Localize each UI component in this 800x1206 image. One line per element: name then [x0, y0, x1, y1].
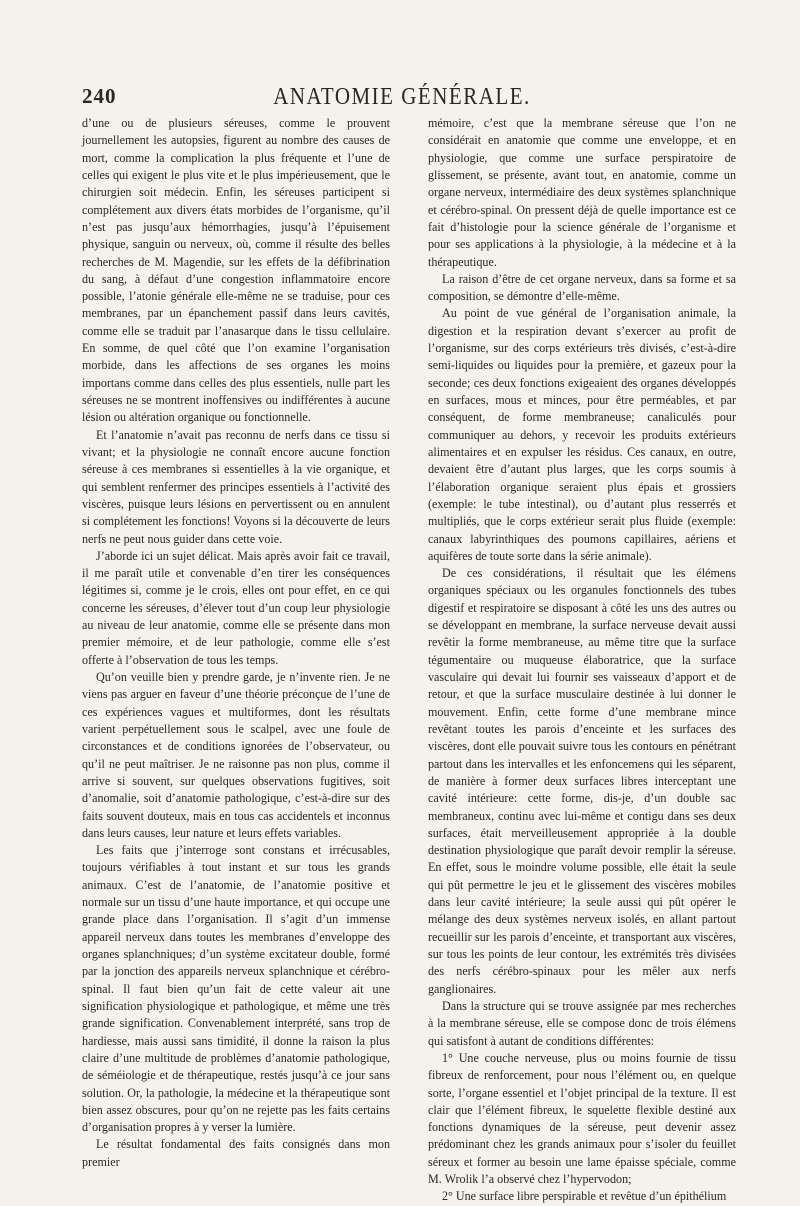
list-item: 1° Une couche nerveuse, plus ou moins fournie de tissu fibreux de renforcement, pour nous l’élément ou, en quelque sorte, l’organe essentiel et l’objet principal de la texture. Il est clair que l’élément fibreux, le squelette flexible destiné aux fonctions dynamiques de la séreuse, peut devenir assez prédominant chez les grands animaux pour s’isoler du feuillet séreux et former au besoin une lame épaisse spéciale, comme M. Wrolik l’a observé chez l’hypervodon;	[428, 1050, 736, 1187]
paragraph: Le résultat fondamental des faits consignés dans mon premier	[82, 1137, 390, 1169]
paragraph: Dans la structure qui se trouve assignée par mes recherches à la membrane séreuse, elle se compose donc de trois élémens qui satisfont à autant de conditions différentes:	[428, 998, 736, 1048]
paragraph: Les faits que j’interroge sont constans et irrécusables, toujours vérifiables à tout instant et sur tous les grands animaux. C’est de l’anatomie, de l’anatomie positive et normale sur un tissu d’une haute importance, et qui occupe une grande place dans l’organisation. Il s’agit d’un immense appareil nerveux dans toutes les membranes d’enveloppe des organes splanchniques; d’un système excitateur double, formé par la jonction des appareils nerveux splanchnique et cérébro-spinal. Il faut bien qu’un fait de cette valeur ait une signification physiologique et pathologique, et même une très grande signification. Convenablement interprété, sans trop de hardiesse, mais aussi sans timidité, il donne la raison la plus claire d’une multitude de problèmes d’anatomie pathologique, de séméiologie et de thérapeutique, restés jusqu’à ce jour sans solution. Or, la pathologie, la médecine et la thérapeutique sont bien assez obscures, pour qu’on ne rejette pas les faits certains d’organisation propres à y verser la lumière.	[82, 843, 390, 1135]
paragraph: La raison d’être de cet organe nerveux, dans sa forme et sa composition, se démontre d’elle-même.	[428, 271, 736, 304]
paragraph: Au point de vue général de l’organisation animale, la digestion et la respiration devant s’exercer au profit de l’organisme, sur des corps extérieurs très divisés, c’est-à-dire semi-liquides ou liquides pour la première, et gazeux pour la seconde; ces deux fonctions exigeaient des organes développés en surfaces, mous et minces, pour être perméables, et par conséquent, de forme membraneuse; canaliculés pour communiquer au dehors, y recevoir les produits extérieurs alimentaires et en expulser les résidus. Ces canaux, en outre, devaient être d’autant plus larges, que les corps soumis à l’élaboration organique seraient plus épais et grossiers (exemple: le tube intestinal), ou d’autant plus resserrés et multipliés, que le corps extérieur serait plus fluide (exemple: canaux labyrinthiques des poumons capillaires, aériens et aquifères de toute sorte dans la série animale).	[428, 306, 736, 563]
paragraph: mémoire, c’est que la membrane séreuse que l’on ne considérait en anatomie que comme une enveloppe, et en physiologie, que comme une surface perspiratoire de glissement, se présente, avant tout, en anatomie, comme un organe nerveux, intermédiaire des deux systèmes splanchnique et cérébro-spinal. On pressent déjà de quelle importance est ce fait d’histologie pour la science générale de l’organisme et pour ses applications à la physiologie, à la médecine et à la thérapeutique.	[428, 116, 736, 269]
paragraph: Qu’on veuille bien y prendre garde, je n’invente rien. Je ne viens pas arguer en faveur d’une théorie préconçue de l’une de ces expériences vagues et multiformes, dont les résultats varient perpétuellement sous le scalpel, avec une foule de circonstances et de conditions ignorées de l’observateur, ou qu’il ne peut maîtriser. Je ne raisonne pas non plus, comme il arrive si souvent, sur quelques observations fugitives, soit d’anomalie, soit d’anatomie pathologique, c’est-à-dire sur des faits souvent douteux, mais en tous cas accidentels et inconnus dans leurs causes, leur nature et leurs effets variables.	[82, 670, 390, 840]
paragraph: De ces considérations, il résultait que les élémens organiques spéciaux ou les organules fonctionnels des tubes digestif et respiratoire se disposant à côté les uns des autres ou se développant en membrane, la surface nerveuse devait aussi revêtir la forme membraneuse, au même titre que la surface tégumentaire ou muqueuse élaboratrice, que la surface vasculaire qui devait lui fournir ses vaisseaux d’apport et de retour, et que la surface musculaire destinée à lui donner le mouvement. Enfin, cette forme d’une membrane mince revêtant toutes les parois d’enceinte et les surfaces des viscères, dont elle pouvait suivre tous les contours en pénétrant partout dans les intervalles et les enfoncemens qui les séparent, de manière à former deux surfaces libres interceptant une cavité intérieure: cette forme, dis-je, d’un double sac membraneux, continu avec lui-même et contigu dans ses deux surfaces, était merveilleusement appropriée à la double destination physiologique que paraît devoir remplir la séreuse. En effet, sous le moindre volume possible, elle était la seule qui pût permettre le jeu et le glissement des viscères mobiles dans leur cavité intérieure; la seule aussi qui pût opérer le mélange des deux systèmes nerveux isolés, en allant partout recueillir sur les parois d’enceinte, et transportant aux viscères, sur tous les points de leur contour, les extrémités très divisées des nerfs cérébro-spinaux pour les mêler aux nerfs ganglionaires.	[428, 566, 736, 996]
paragraph: Et l’anatomie n’avait pas reconnu de nerfs dans ce tissu si vivant; et la physiologie ne connaît encore aucune fonction séreuse à ces membranes si essentielles à la vie organique, et qui semblent renfermer des principes essentiels à l’activité des viscères, puisque leurs lésions en pervertissent ou en annulent si complétement les fonctions! Voyons si la découverte de leurs nerfs ne peut nous guider dans cette voie.	[82, 427, 390, 546]
running-title: ANATOMIE GÉNÉRALE.	[273, 82, 531, 110]
page-header	[82, 84, 722, 114]
page-number: 240	[82, 84, 117, 108]
right-column	[428, 115, 736, 1206]
paragraph: J’aborde ici un sujet délicat. Mais après avoir fait ce travail, il me paraît utile et convenable d’en tirer les conséquences légitimes si, comme je le crois, elles ont pour effet, en ce qui concerne les séreuses, d’élever tout d’un coup leur physiologie au niveau de leur anatomie, comme elle se présente dans mon premier mémoire, et de leur pathologie, comme elle s’est offerte à l’observation de tous les temps.	[82, 548, 390, 667]
list-item: 2° Une surface libre perspirable et revêtue d’un épithélium	[442, 1189, 727, 1204]
left-column	[82, 115, 390, 1171]
paragraph: d’une ou de plusieurs séreuses, comme le prouvent journellement les autopsies, figurent au nombre des causes de mort, comme la complication la plus fréquente et l’une de celles qui exigent le plus vite et le plus impérieusement, que le chirurgien soit médecin. Enfin, les séreuses participent si complétement aux divers états morbides de l’organisme, qu’il n’est pas jusqu’aux hémorrhagies, jusqu’à l’épuisement physique, sanguin ou nerveux, où, comme il résulte des belles recherches de M. Magendie, sur les effets de la défibrination du sang, à défaut d’une congestion inflammatoire encore possible, l’atonie générale elle-même ne se traduise, pour ces membranes, par un épanchement passif dans leurs cavités, comme elle se traduit par l’anasarque dans le tissu cellulaire. En somme, de quel côté que l’on examine l’organisation morbide, dans les affections de ses organes les moins importans comme dans celles des plus essentiels, nulle part les séreuses ne se montrent inoffensives ou indifférentes à aucune lésion ou altération organique ou fonctionnelle.	[82, 116, 390, 425]
